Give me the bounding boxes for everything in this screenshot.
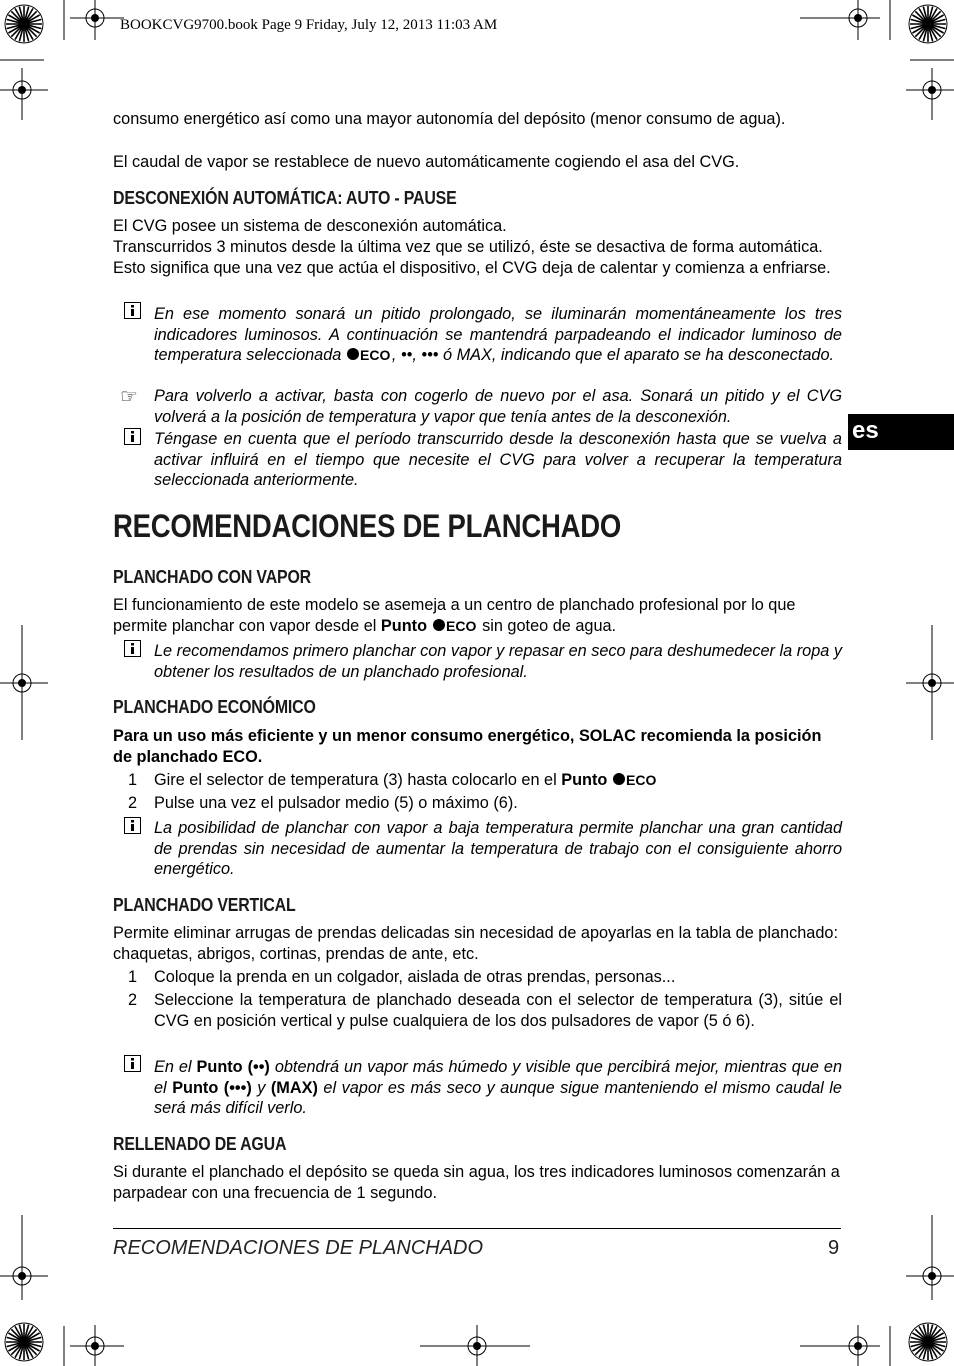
note-auto-pause [154,304,842,368]
note-text: y [257,1078,266,1097]
file-header: BOOKCVG9700.book Page 9 Friday, July 12, 2013 11:03 AM [120,17,498,33]
note-vertical [154,1057,842,1119]
steam-paragraph [113,595,843,638]
eco-icon [346,346,392,368]
note-reactivation-time: Téngase en cuenta que el período transcurrido desde la desconexión hasta que se vuelva a activar influirá en el tiempo que necesite el CVG para volver a recuperar la temperatura seleccionada anteriormente. [154,430,842,489]
vertical-step-2: Seleccione la temperatura de planchado deseada con el selector de temperatura (3), sitúe el CVG en posición vertical y pulse cualquiera de los dos pulsadores de vapor (5 ó 6). [154,991,842,1030]
starburst-icon [4,4,44,44]
economic-lead: Para un uso más eficiente y un menor consumo energético, SOLAC recomienda la posición de planchado ECO. [113,727,822,766]
intro-paragraph: consumo energético así como una mayor autonomía del depósito (menor consumo de agua). [113,110,786,128]
steam-text-a: El funcionamiento de este modelo se asemeja a un centro de planchado profesional por lo que permite planchar con vapor desde el [113,596,796,635]
section-heading-auto-pause: DESCONEXIÓN AUTOMÁTICA: AUTO - PAUSE [113,187,457,208]
note-text-b: , ••, ••• ó MAX, indicando que el aparato se ha desconectado. [391,346,835,364]
starburst-icon [908,4,948,44]
note-text: En el [154,1058,192,1076]
footer-title: RECOMENDACIONES DE PLANCHADO [113,1237,484,1259]
pointing-hand-icon: ☞ [120,386,138,408]
svg-text:ECO: ECO [445,617,476,633]
page-number: 9 [828,1237,840,1259]
economic-step-2: Pulse una vez el pulsador medio (5) o máximo (6). [154,794,518,812]
section-heading-refill: RELLENADO DE AGUA [113,1133,287,1154]
starburst-icon [4,1322,44,1362]
step-bold: Punto [561,771,608,789]
step-number: 1 [128,771,138,789]
step-number: 2 [128,794,138,812]
note-bold: Punto (••) [196,1058,270,1076]
vertical-paragraph: Permite eliminar arrugas de prendas delicadas sin necesidad de apoyarlas en la tabla de planchado: chaquetas, abrigos, cortinas, prendas de ante, etc. [113,924,838,963]
note-text-a: En ese momento sonará un pitido prolongado, se iluminarán momentáneamente los tres indicadores luminosos. A continuación se mantendrá parpadeando el indicador luminoso de temperatura seleccionada [154,305,842,364]
note-text: el vapor es más seco y aunque sigue manteniendo el mismo caudal le será más difícil verlo. [154,1078,842,1117]
eco-icon [432,617,478,639]
vertical-step-1: Coloque la prenda en un colgador, aislada de otras prendas, personas... [154,968,676,986]
page-title: RECOMENDACIONES DE PLANCHADO [113,508,622,544]
steam-text-bold: Punto [380,616,428,635]
section-heading-economic: PLANCHADO ECONÓMICO [113,696,316,717]
section-heading-steam: PLANCHADO CON VAPOR [113,566,311,587]
economic-step-1 [154,770,842,793]
info-icon [124,640,141,657]
refill-paragraph: Si durante el planchado el depósito se queda sin agua, los tres indicadores luminosos comenzarán a parpadear con una frecuencia de 1 segundo. [113,1163,840,1202]
svg-text:ECO: ECO [359,347,391,362]
auto-pause-p1: El CVG posee un sistema de desconexión automática. [113,217,507,235]
language-tab: es [848,414,954,450]
steam-text-c: sin goteo de agua. [482,616,617,635]
info-icon [124,1055,141,1072]
footer-divider [113,1228,841,1229]
tip-reactivate: Para volverlo a activar, basta con cogerlo de nuevo por el asa. Sonará un pitido y el CVG volverá a la posición de temperatura y vapor que tenía antes de la desconexión. [154,387,842,426]
note-text: obtendrá un vapor más húmedo y visible que percibirá mejor, mientras que en el [154,1058,843,1097]
starburst-icon [908,1322,948,1362]
svg-text:ECO: ECO [625,772,657,787]
step-text: Gire el selector de temperatura (3) hasta colocarlo en el [154,771,557,789]
info-icon [124,302,141,319]
auto-pause-p2: Transcurridos 3 minutos desde la última vez que se utilizó, éste se desactiva de forma automática. Esto significa que una vez que actúa el dispositivo, el CVG deja de calentar y comienza a enfriarse. [113,238,831,277]
note-bold: Punto (•••) [172,1078,252,1097]
info-icon [124,428,141,445]
intro-paragraph-2: El caudal de vapor se restablece de nuevo automáticamente cogiendo el asa del CVG. [113,153,740,171]
section-heading-vertical: PLANCHADO VERTICAL [113,894,296,915]
step-number: 1 [128,968,138,986]
note-bold: (MAX) [270,1078,318,1097]
eco-icon [612,771,658,793]
note-economic: La posibilidad de planchar con vapor a baja temperatura permite planchar una gran cantidad de prendas sin necesidad de aumentar la temperatura de trabajo con el consiguiente ahorro energético. [154,819,842,878]
step-number: 2 [128,991,138,1009]
note-steam: Le recomendamos primero planchar con vapor y repasar en seco para deshumedecer la ropa y obtener los resultados de un planchado profesional. [154,642,842,681]
info-icon [124,817,141,834]
